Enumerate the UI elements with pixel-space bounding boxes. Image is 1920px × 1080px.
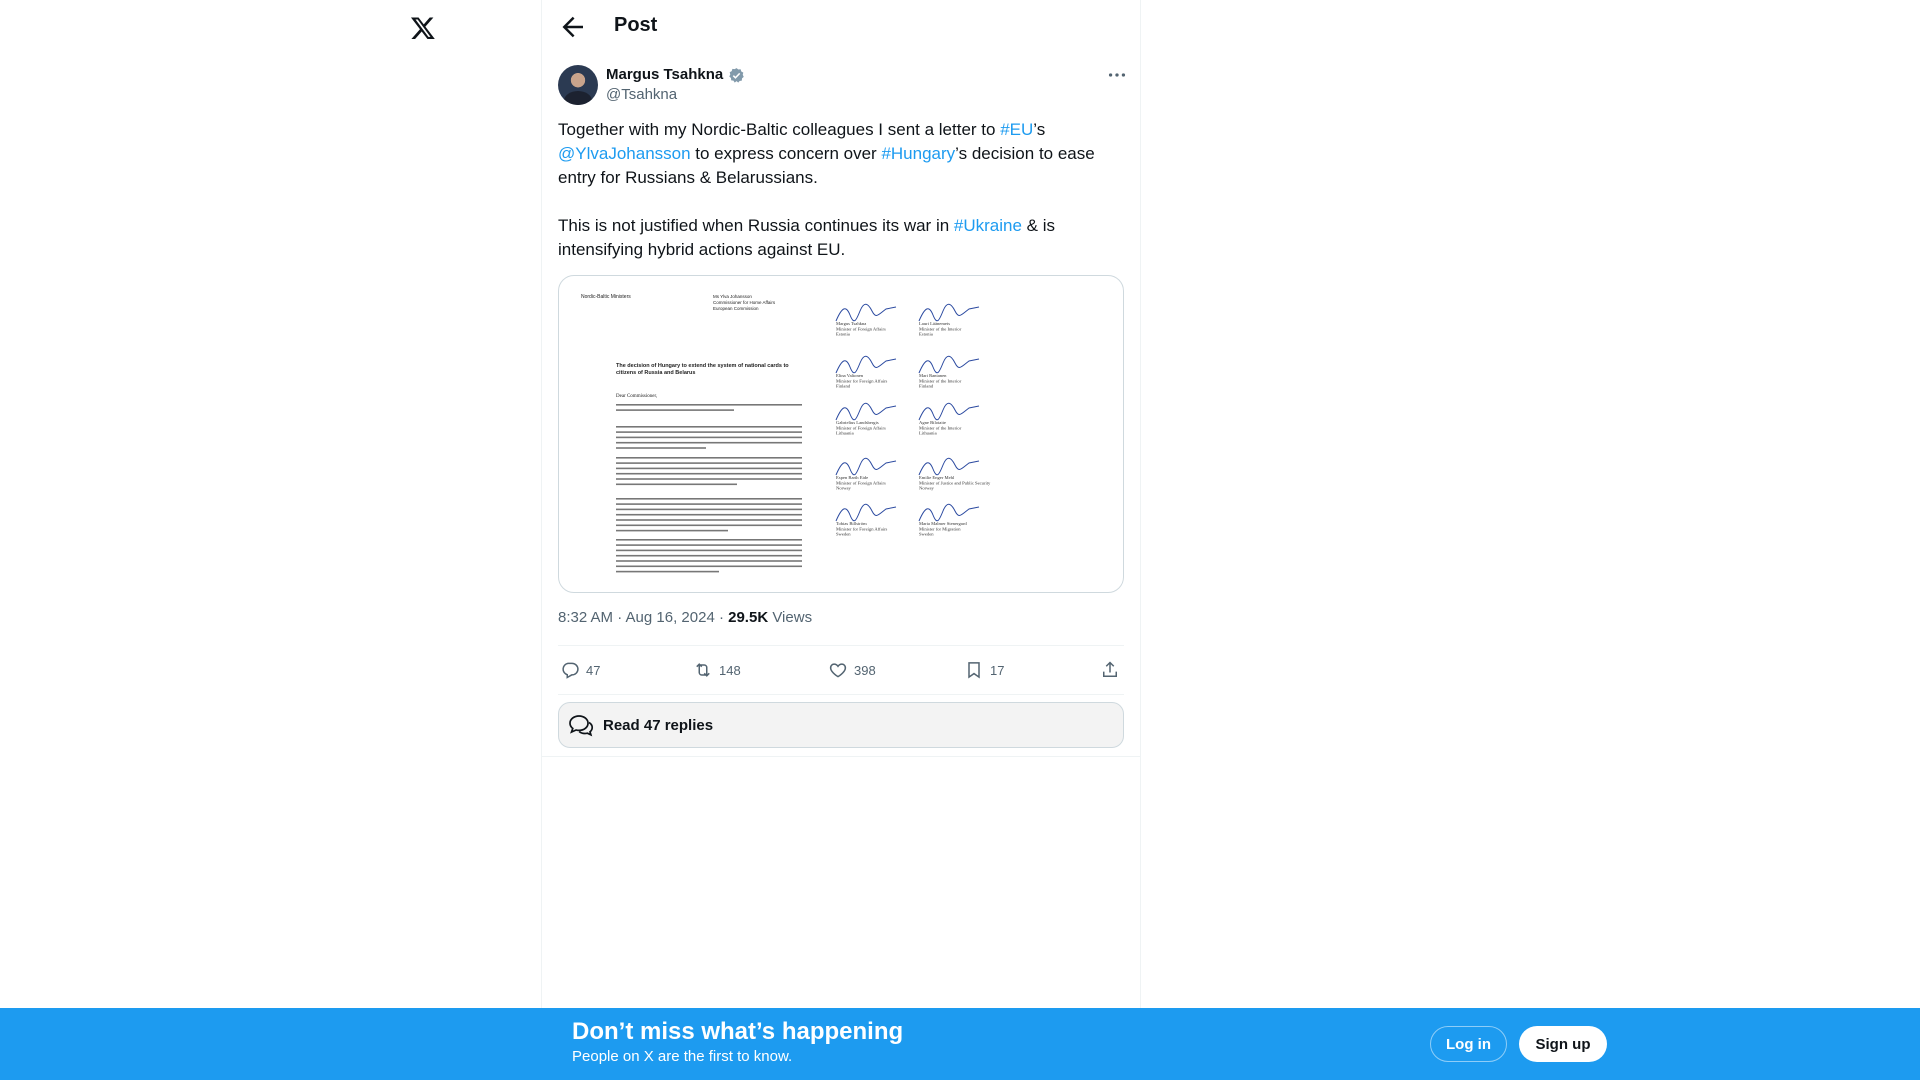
letter-body-line	[616, 478, 802, 480]
reply-count: 47	[586, 662, 601, 678]
signup-button[interactable]: Sign up	[1519, 1026, 1607, 1062]
tweet-text-segment: This is not justified when Russia continues its war in	[558, 216, 954, 235]
signatory-line: Minister of Foreign Affairs	[836, 326, 886, 332]
banner-subtitle: People on X are the first to know.	[572, 1048, 793, 1065]
bookmark-count: 17	[990, 662, 1005, 678]
tweet-text-segment: ’s decision to ease entry for Russians & Belarussians.	[558, 144, 1095, 187]
signature-scribble	[836, 458, 896, 475]
letter-document	[559, 276, 1124, 593]
signatory-line: Norway	[836, 485, 851, 491]
signatory-line: Espen Barth Eide	[836, 475, 869, 480]
repost-button[interactable]	[693, 659, 741, 681]
author-name[interactable]: Margus Tsahkna	[606, 66, 724, 83]
letter-body-line	[616, 530, 728, 532]
divider	[542, 756, 1140, 757]
signatory-line: Margus Tsahkna	[836, 321, 867, 326]
tweet-text-segment: to express concern over	[690, 144, 882, 163]
tweet-link[interactable]: #Ukraine	[953, 216, 1022, 235]
share-button[interactable]	[1100, 659, 1120, 681]
bookmark-icon	[964, 660, 984, 680]
letter-body-line	[616, 442, 802, 444]
letter-body-line	[616, 514, 802, 516]
signatory-line: Maria Malmer Stenergard	[919, 521, 967, 526]
letter-body-line	[616, 447, 706, 449]
letter-body-line	[616, 409, 734, 411]
signatory-line: Minister of the Interior	[919, 378, 962, 384]
letter-recipient-2: Commissioner for Home Affairs	[713, 300, 776, 305]
login-button[interactable]: Log in	[1430, 1026, 1507, 1062]
signatory-line: Sweden	[836, 531, 851, 537]
letter-subject-2: citizens of Russia and Belarus	[616, 370, 696, 376]
signatory-line: Finland	[919, 383, 934, 389]
repost-icon	[693, 660, 713, 680]
letter-body-line	[616, 503, 802, 505]
letter-body-line	[616, 457, 802, 459]
tweet-paragraph-1	[558, 118, 1124, 190]
signatory-line: Minister for Foreign Affairs	[836, 378, 888, 384]
speech-bubbles-icon	[567, 711, 595, 739]
read-replies-label: Read 47 replies	[603, 716, 714, 734]
signatory-line: Tobias Billström	[836, 521, 867, 526]
signatory-line: Lauri Läänemets	[919, 321, 950, 326]
signature-scribble	[919, 304, 979, 321]
letter-body-line	[616, 550, 802, 552]
author-handle[interactable]: @Tsahkna	[606, 86, 678, 103]
signatory-line: Emilie Enger Mehl	[919, 475, 955, 480]
signatory-line: Lithuania	[919, 430, 937, 436]
letter-body-line	[616, 539, 802, 541]
letter-recipient-3: European Commission	[713, 306, 759, 311]
x-logo-icon[interactable]	[410, 14, 436, 42]
letter-body-line	[616, 468, 802, 470]
repost-count: 148	[719, 662, 741, 678]
signature-scribble	[919, 403, 979, 420]
like-count: 398	[854, 662, 876, 678]
signatory-line: Minister of Justice and Public Security	[919, 480, 991, 486]
verified-badge-icon	[728, 67, 745, 84]
signatory-line: Minister for Migration	[919, 526, 961, 532]
letter-body-line	[616, 462, 802, 464]
letter-body-line	[616, 404, 802, 406]
signature-scribble	[836, 356, 896, 373]
signatory-line: Estonia	[919, 331, 933, 337]
signature-scribble	[919, 356, 979, 373]
signatory-line: Elina Valtonen	[836, 373, 864, 378]
signature-scribble	[836, 504, 896, 521]
signature-scribble	[836, 304, 896, 321]
tweet-link[interactable]: #Hungary	[881, 144, 956, 163]
like-icon	[828, 660, 848, 680]
signatory-line: Norway	[919, 485, 934, 491]
letter-body-line	[616, 509, 802, 511]
letter-image[interactable]	[558, 275, 1124, 593]
tweet-text-segment: ’s	[1033, 120, 1046, 139]
signatory-line: Minister of the Interior	[919, 425, 962, 431]
signup-banner	[0, 1008, 1920, 1080]
letter-subject-1: The decision of Hungary to extend the system of national cards to	[616, 363, 789, 369]
signatory-line: Minister of the Interior	[919, 326, 962, 332]
signatory-line: Minister for Foreign Affairs	[836, 526, 888, 532]
letter-body-line	[616, 566, 802, 568]
tweet-paragraph-2	[558, 214, 1124, 262]
divider	[558, 645, 1124, 646]
main-column	[541, 0, 1141, 1010]
top-bar	[542, 0, 1140, 53]
back-arrow-icon[interactable]	[558, 12, 588, 42]
divider	[558, 694, 1124, 695]
signature-scribble	[919, 458, 979, 475]
letter-salutation: Dear Commissioner,	[616, 394, 658, 399]
views-label: Views	[768, 609, 813, 626]
signatory-line: Sweden	[919, 531, 934, 537]
tweet-text	[558, 118, 1124, 286]
signatory-line: Minister of Foreign Affairs	[836, 480, 886, 486]
like-button[interactable]	[828, 659, 876, 681]
banner-title: Don’t miss what’s happening	[572, 1018, 904, 1045]
tweet-text-segment: Together with my Nordic-Baltic colleagues I sent a letter to	[558, 120, 1001, 139]
signatory-line: Agne Bilotaite	[919, 420, 946, 425]
letter-body-line	[616, 437, 802, 439]
letter-body-line	[616, 484, 737, 486]
letter-body-line	[616, 525, 802, 527]
tweet-text-segment: & is intensifying hybrid actions against EU.	[558, 216, 1056, 259]
signature-scribble	[919, 504, 979, 521]
letter-body-line	[616, 571, 719, 573]
signatory-line: Minister of Foreign Affairs	[836, 425, 886, 431]
letter-body-line	[616, 555, 802, 557]
read-replies-button[interactable]	[558, 702, 1124, 748]
letter-recipient-1: Ms Ylva Johansson	[713, 294, 752, 299]
letter-body-line	[616, 431, 802, 433]
action-bar	[558, 655, 1124, 685]
share-icon	[1100, 660, 1120, 680]
letter-sender: Nordic-Baltic Ministers	[581, 294, 631, 300]
page-title: Post	[614, 14, 658, 36]
signatory-line: Gabrielius Landsbergis	[836, 420, 879, 425]
signatory-line: Finland	[836, 383, 851, 389]
bookmark-button[interactable]	[964, 659, 1004, 681]
signature-scribble	[836, 403, 896, 420]
signatory-line: Estonia	[836, 331, 850, 337]
reply-button[interactable]	[560, 659, 600, 681]
more-icon[interactable]	[1106, 66, 1128, 84]
views-count: 29.5K	[728, 609, 769, 626]
post-meta	[558, 609, 812, 626]
avatar[interactable]	[558, 65, 598, 105]
letter-body-line	[616, 544, 802, 546]
letter-body-line	[616, 426, 802, 428]
signatory-line: Lithuania	[836, 430, 854, 436]
post-timestamp[interactable]: 8:32 AM · Aug 16, 2024 ·	[558, 609, 729, 626]
letter-body-line	[616, 519, 802, 521]
reply-icon	[560, 660, 580, 680]
letter-body-line	[616, 498, 802, 500]
signatory-line: Mari Rantanen	[919, 373, 947, 378]
letter-body-line	[616, 560, 802, 562]
tweet-link[interactable]: @YlvaJohansson	[558, 144, 691, 163]
tweet-link[interactable]: #EU	[1000, 120, 1034, 139]
letter-body-line	[616, 473, 802, 475]
